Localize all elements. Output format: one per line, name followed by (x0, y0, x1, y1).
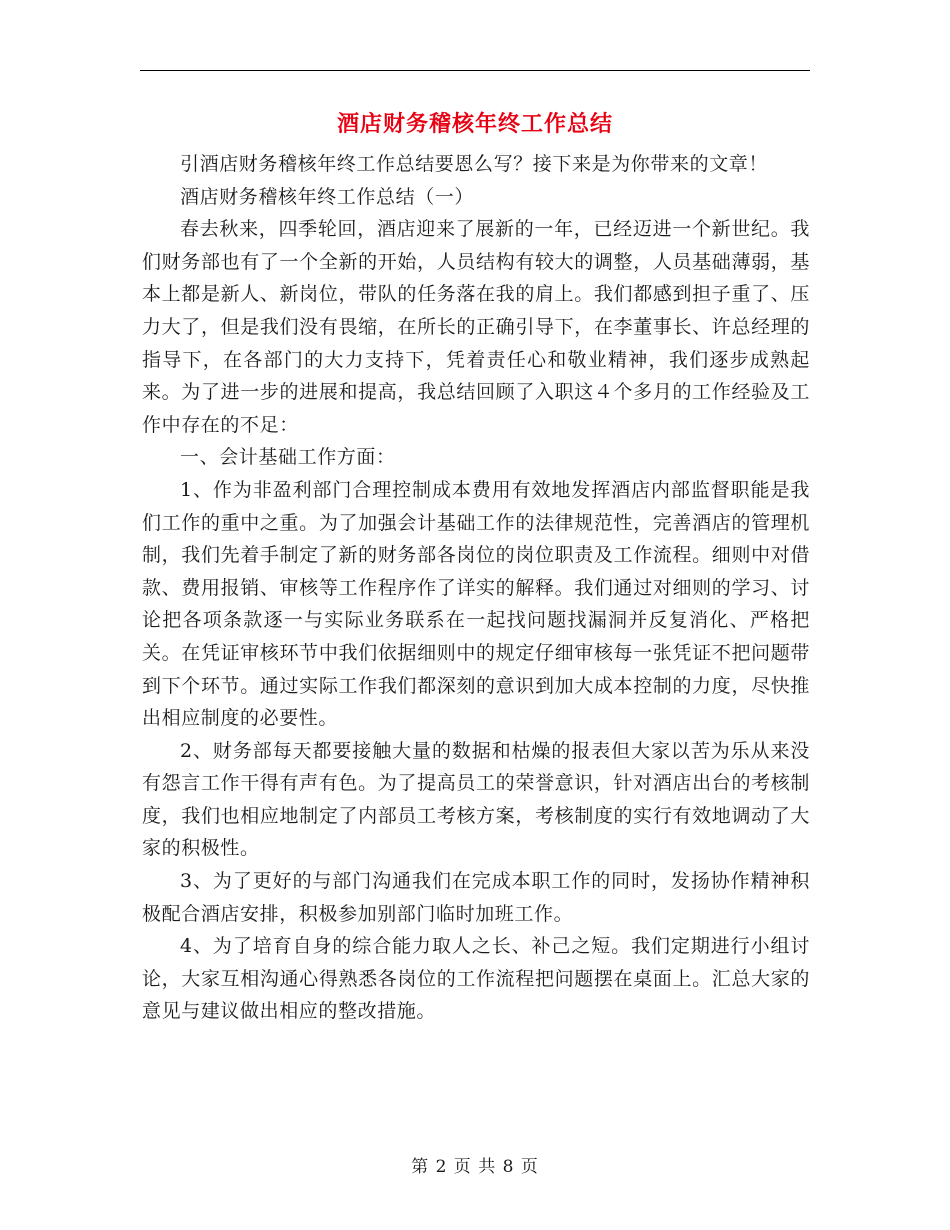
body-paragraph: 2、财务部每天都要接触大量的数据和枯燥的报表但大家以苦为乐从来没有怨言工作干得有声有色。为了提高员工的荣誉意识，针对酒店出台的考核制度，我们也相应地制定了内部员工考核方案，考核制度的实行有效地调动了大家的积极性。 (142, 739, 810, 860)
intro-paragraph: 引酒店财务稽核年终工作总结要恩么写？接下来是为你带来的文章！ (180, 153, 769, 175)
body-paragraph: 3、为了更好的与部门沟通我们在完成本职工作的同时，发扬协作精神积极配合酒店安排，积极参加别部门临时加班工作。 (142, 870, 810, 925)
subsection-heading: 一、会计基础工作方面： (180, 446, 396, 469)
body-paragraph: 4、为了培育自身的综合能力取人之长、补己之短。我们定期进行小组讨论，大家互相沟通心得熟悉各岗位的工作流程把问题摆在桌面上。汇总大家的意见与建议做出相应的整改措施。 (142, 935, 810, 1023)
section-heading: 酒店财务稽核年终工作总结（一） (180, 185, 475, 208)
header-rule (140, 70, 810, 71)
page-number-footer: 第 2 页 共 8 页 (411, 1157, 539, 1177)
document-title: 酒店财务稽核年终工作总结 (336, 111, 613, 137)
document-body (142, 148, 810, 1028)
body-paragraph: 1、作为非盈利部门合理控制成本费用有效地发挥酒店内部监督职能是我们工作的重中之重。为了加强会计基础工作的法律规范性，完善酒店的管理机制，我们先着手制定了新的财务部各岗位的岗位职责及工作流程。细则中对借款、费用报销、审核等工作程序作了详实的解释。我们通过对细则的学习、讨论把各项条款逐一与实际业务联系在一起找问题找漏洞并反复消化、严格把关。在凭证审核环节中我们依据细则中的规定仔细审核每一张凭证不把问题带到下个环节。通过实际工作我们都深刻的意识到加大成本控制的力度，尽快推出相应制度的必要性。 (142, 478, 810, 730)
body-paragraph: 春去秋来，四季轮回，酒店迎来了展新的一年，已经迈进一个新世纪。我们财务部也有了一个全新的开始，人员结构有较大的调整，人员基础薄弱，基本上都是新人、新岗位，带队的任务落在我的肩上。我们都感到担子重了、压力大了，但是我们没有畏缩，在所长的正确引导下，在李董事长、许总经理的指导下，在各部门的大力支持下，凭着责任心和敬业精神，我们逐步成熟起来。为了进一步的进展和提高，我总结回顾了入职这４个多月的工作经验及工作中存在的不足： (142, 218, 810, 436)
